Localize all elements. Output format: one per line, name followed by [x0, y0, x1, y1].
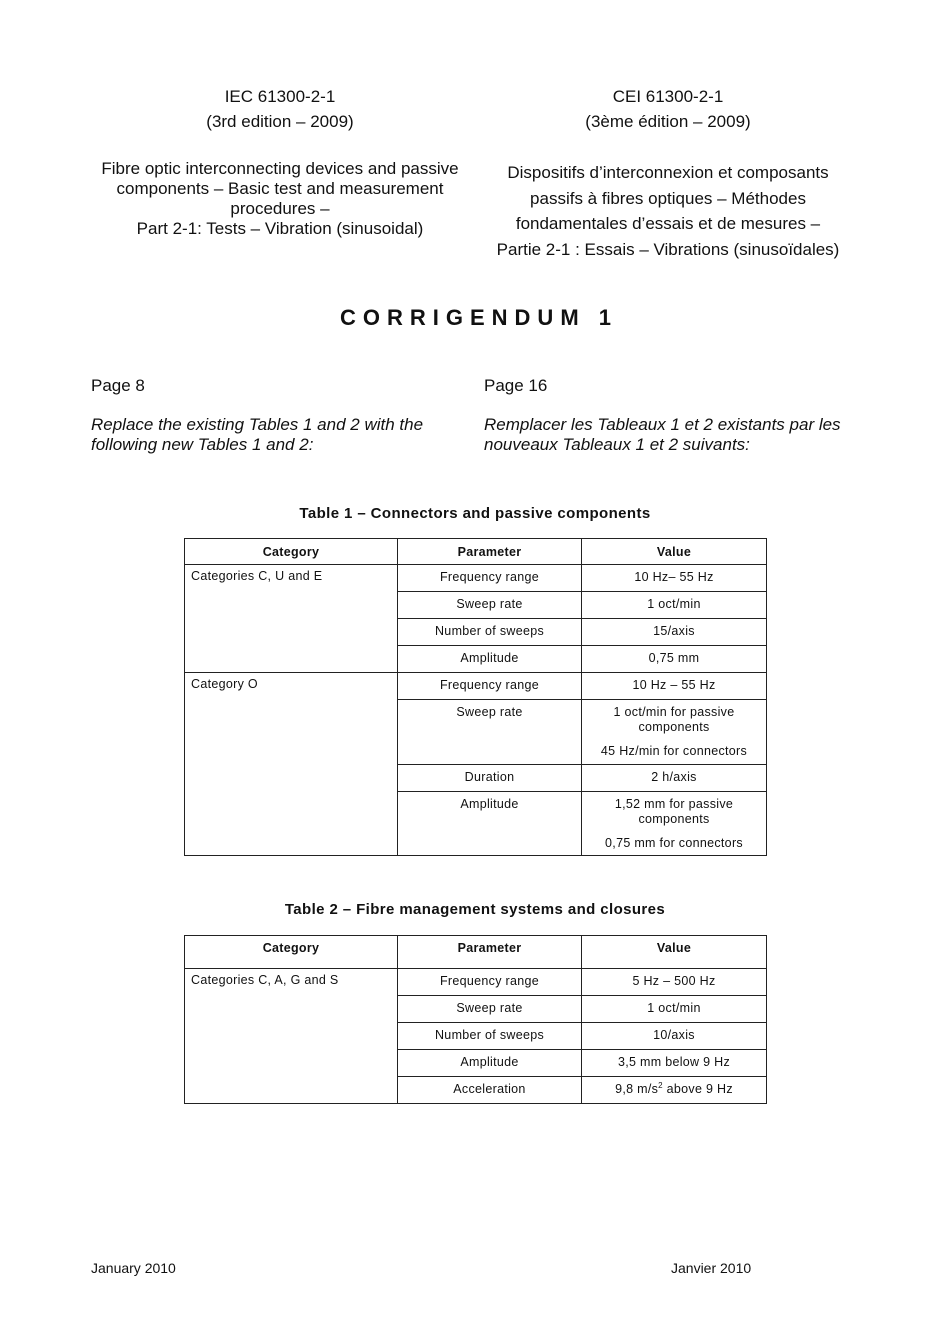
- value-label: 10/axis: [653, 1028, 695, 1042]
- parameter-cell: [398, 619, 582, 646]
- table2-caption: Table 2 – Fibre management systems and closures: [284, 901, 666, 918]
- doc-title-en: [80, 159, 480, 239]
- parameter-cell: [398, 969, 582, 996]
- value-label: 5 Hz – 500 Hz: [632, 974, 716, 988]
- parameter-label: Sweep rate: [456, 597, 523, 611]
- value-label: 0,75 mm for connectors: [605, 836, 743, 850]
- parameter-label: Amplitude: [460, 1055, 519, 1069]
- category-label: Category O: [191, 677, 258, 691]
- value-cell: [582, 1077, 767, 1104]
- value-cell: [582, 646, 767, 673]
- parameter-label: Sweep rate: [456, 1001, 523, 1015]
- parameter-label: Number of sweeps: [434, 1028, 544, 1042]
- category-label: Categories C, A, G and S: [191, 973, 339, 987]
- title-line: Part 2-1: Tests – Vibration (sinusoidal): [136, 219, 424, 238]
- title-line: Fibre optic interconnecting devices and passive: [101, 159, 459, 178]
- parameter-label: Acceleration: [453, 1082, 526, 1096]
- title-line: Dispositifs d’interconnexion et composants: [507, 163, 829, 182]
- category-cell: [185, 565, 398, 673]
- value-label: 2 h/axis: [651, 770, 697, 784]
- column-header-parameter: Parameter: [398, 539, 582, 565]
- value-cell: [582, 765, 767, 792]
- value-label: components: [638, 812, 710, 826]
- instruction-line: following new Tables 1 and 2:: [91, 435, 314, 454]
- footer-date-en: January 2010: [91, 1260, 176, 1276]
- column-header-parameter: Parameter: [398, 936, 582, 969]
- title-line: procedures –: [230, 199, 330, 218]
- value-cell: [582, 996, 767, 1023]
- category-label: Categories C, U and E: [191, 569, 323, 583]
- title-line: components – Basic test and measurement: [116, 179, 444, 198]
- value-label: 1 oct/min: [647, 1001, 701, 1015]
- parameter-label: Amplitude: [460, 797, 519, 811]
- value-superscript: 2: [658, 1080, 663, 1090]
- title-line: fondamentales d’essais et de mesures –: [515, 214, 821, 233]
- parameter-label: Sweep rate: [456, 705, 523, 719]
- parameter-label: Number of sweeps: [434, 624, 544, 638]
- title-line: Partie 2-1 : Essais – Vibrations (sinusoïdales): [496, 239, 840, 259]
- category-cell: [185, 969, 398, 1104]
- table1: [184, 538, 767, 856]
- parameter-label: Frequency range: [439, 678, 539, 692]
- column-header-value: Value: [582, 539, 767, 565]
- value-cell: [582, 565, 767, 592]
- value-cell: [582, 1023, 767, 1050]
- value-label: 10 Hz – 55 Hz: [632, 678, 716, 692]
- value-label: 0,75 mm: [648, 651, 700, 665]
- parameter-label: Frequency range: [439, 570, 539, 584]
- value-label: 1 oct/min: [647, 597, 701, 611]
- value-cell: [582, 619, 767, 646]
- column-header-category: Category: [185, 936, 398, 969]
- instruction-fr: [484, 415, 884, 455]
- value-suffix: above 9 Hz: [662, 1082, 733, 1096]
- parameter-cell: [398, 700, 582, 765]
- value-main: 9,8 m/s: [615, 1082, 659, 1096]
- column-header-value: Value: [582, 936, 767, 969]
- value-cell: [582, 673, 767, 700]
- table-row: [185, 969, 767, 996]
- value-cell: [582, 969, 767, 996]
- title-line: passifs à fibres optiques – Méthodes: [530, 188, 806, 208]
- parameter-cell: [398, 673, 582, 700]
- value-label: 45 Hz/min for connectors: [600, 744, 748, 758]
- edition-en: (3rd edition – 2009): [206, 112, 354, 131]
- category-cell: [185, 673, 398, 856]
- value-cell: [582, 792, 767, 856]
- value-label: 1 oct/min for passive: [613, 705, 735, 719]
- value-cell: [582, 1050, 767, 1077]
- footer-date-fr: Janvier 2010: [671, 1260, 752, 1276]
- column-header-category: Category: [185, 539, 398, 565]
- table-row: [185, 565, 767, 592]
- parameter-cell: [398, 646, 582, 673]
- value-label: 10 Hz– 55 Hz: [634, 570, 714, 584]
- parameter-cell: [398, 1077, 582, 1104]
- parameter-cell: [398, 1023, 582, 1050]
- doc-title-fr: [468, 160, 868, 262]
- instruction-line: Replace the existing Tables 1 and 2 with the: [91, 415, 424, 434]
- parameter-label: Frequency range: [439, 974, 539, 988]
- parameter-cell: [398, 792, 582, 856]
- parameter-label: Amplitude: [460, 651, 519, 665]
- table-header-row: [185, 936, 767, 969]
- value-label: 15/axis: [653, 624, 695, 638]
- value-label: 1,52 mm for passive: [614, 797, 734, 811]
- table-row: [185, 673, 767, 700]
- header-en: [90, 84, 470, 134]
- value-label: 3,5 mm below 9 Hz: [617, 1055, 731, 1069]
- parameter-cell: [398, 1050, 582, 1077]
- standard-number-en: IEC 61300-2-1: [224, 87, 336, 106]
- page-ref-en: Page 8: [91, 376, 145, 395]
- instruction-en: [91, 415, 481, 455]
- header-fr: [478, 84, 858, 134]
- value-label: components: [638, 720, 710, 734]
- parameter-cell: [398, 565, 582, 592]
- standard-number-fr: CEI 61300-2-1: [612, 87, 724, 106]
- parameter-label: Duration: [464, 770, 515, 784]
- table-header-row: [185, 539, 767, 565]
- parameter-cell: [398, 592, 582, 619]
- instruction-line: nouveaux Tableaux 1 et 2 suivants:: [484, 435, 750, 454]
- value-cell: [582, 700, 767, 765]
- table2: [184, 935, 767, 1104]
- parameter-cell: [398, 765, 582, 792]
- parameter-cell: [398, 996, 582, 1023]
- corrigendum-title: CORRIGENDUM 1: [339, 305, 618, 330]
- table1-caption: Table 1 – Connectors and passive components: [299, 505, 651, 522]
- value-cell: [582, 592, 767, 619]
- instruction-line: Remplacer les Tableaux 1 et 2 existants par les: [484, 415, 841, 434]
- page-ref-fr: Page 16: [484, 376, 548, 395]
- value-label: [582, 1077, 766, 1097]
- edition-fr: (3ème édition – 2009): [585, 112, 751, 131]
